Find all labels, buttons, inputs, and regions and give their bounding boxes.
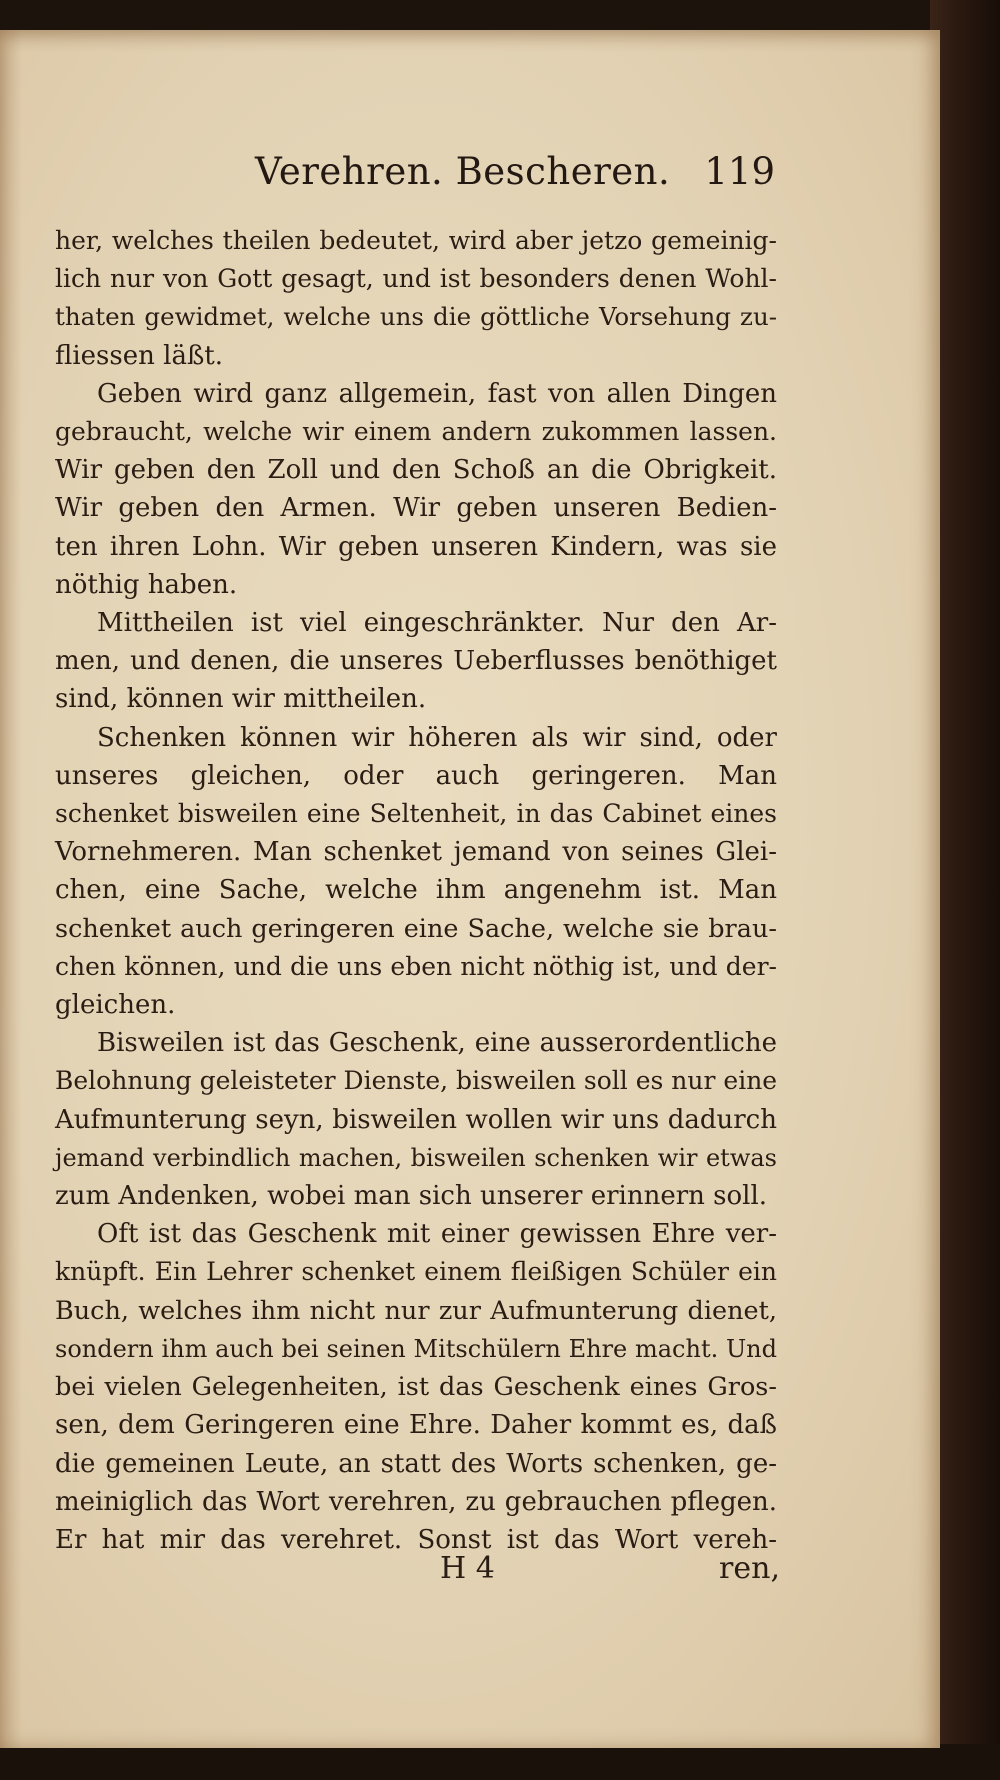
paragraph-start-line: Bisweilen ist das Geschenk, eine ausserordentliche <box>97 1028 777 1059</box>
text-line: die gemeinen Leute, an statt des Worts schenken, ge- <box>55 1448 777 1479</box>
text-line: zum Andenken, wobei man sich unserer erinnern soll. <box>55 1181 768 1212</box>
text-line: Wir geben den Armen. Wir geben unseren Bedien- <box>55 493 777 524</box>
text-line: bei vielen Gelegenheiten, ist das Geschenk eines Gros- <box>55 1372 777 1403</box>
text-line: her, welches theilen bedeutet, wird aber jetzo gemeinig- <box>55 226 777 255</box>
bottom-background-edge <box>0 1744 1000 1780</box>
body-text <box>55 222 777 1559</box>
text-line: sondern ihm auch bei seinen Mitschülern Ehre macht. Und <box>55 1334 777 1363</box>
text-line: lich nur von Gott gesagt, und ist besonders denen Wohl- <box>55 264 777 294</box>
text-line: Belohnung geleisteter Dienste, bisweilen soll es nur eine <box>55 1066 778 1096</box>
paragraph-start-line: Oft ist das Geschenk mit einer gewissen Ehre ver- <box>97 1219 777 1250</box>
text-line: Er hat mir das verehret. Sonst ist das Wort vereh- <box>55 1524 777 1555</box>
text-line: knüpft. Ein Lehrer schenket einem fleißigen Schüler ein <box>55 1257 777 1287</box>
text-line: nöthig haben. <box>55 569 238 600</box>
text-line: fliessen läßt. <box>55 340 224 371</box>
text-line: men, und denen, die unseres Ueberflusses benöthiget <box>55 646 777 677</box>
text-line: schenket bisweilen eine Seltenheit, in das Cabinet eines <box>55 799 777 829</box>
text-line: meiniglich das Wort verehren, zu gebrauchen pflegen. <box>55 1486 777 1517</box>
catchword: ren, <box>719 1551 780 1586</box>
text-line: Buch, welches ihm nicht nur zur Aufmunterung dienet, <box>55 1295 777 1326</box>
text-line: thaten gewidmet, welche uns die göttliche Vorsehung zu- <box>55 302 777 332</box>
book-page <box>0 30 940 1748</box>
text-line: schenket auch geringeren eine Sache, welche sie brau- <box>55 913 777 944</box>
text-line: chen können, und die uns eben nicht nöthig ist, und der- <box>55 951 777 981</box>
paragraph-start-line: Mittheilen ist viel eingeschränkter. Nur den Ar- <box>97 608 777 639</box>
text-line: ten ihren Lohn. Wir geben unseren Kindern, was sie <box>55 531 777 562</box>
text-line: gleichen. <box>55 990 176 1021</box>
top-background-edge <box>0 0 1000 32</box>
page-footer <box>440 1551 780 1595</box>
text-line: gebraucht, welche wir einem andern zukommen lassen. <box>55 417 777 447</box>
book-cover-edge <box>930 0 1000 1780</box>
page-gutter-shadow <box>0 30 22 1748</box>
text-line: Vornehmeren. Man schenket jemand von seines Glei- <box>55 837 777 868</box>
text-line: Wir geben den Zoll und den Schoß an die Obrigkeit. <box>55 455 777 486</box>
paragraph-start-line: Geben wird ganz allgemein, fast von allen Dingen <box>97 378 777 409</box>
page-number: 119 <box>704 150 775 193</box>
text-line: chen, eine Sache, welche ihm angenehm ist. Man <box>55 875 777 906</box>
text-line: unseres gleichen, oder auch geringeren. Man <box>55 760 777 791</box>
text-line: sind, können wir mittheilen. <box>55 684 427 715</box>
text-line: jemand verbindlich machen, bisweilen schenken wir etwas <box>55 1143 777 1172</box>
paragraph-start-line: Schenken können wir höheren als wir sind, oder <box>97 722 777 753</box>
text-line: sen, dem Geringeren eine Ehre. Daher kommt es, daß <box>55 1410 777 1441</box>
text-line: Aufmunterung seyn, bisweilen wollen wir uns dadurch <box>55 1104 777 1135</box>
page-header <box>255 150 775 210</box>
running-title: Verehren. Bescheren. <box>255 150 671 193</box>
signature-mark: H 4 <box>440 1551 495 1586</box>
